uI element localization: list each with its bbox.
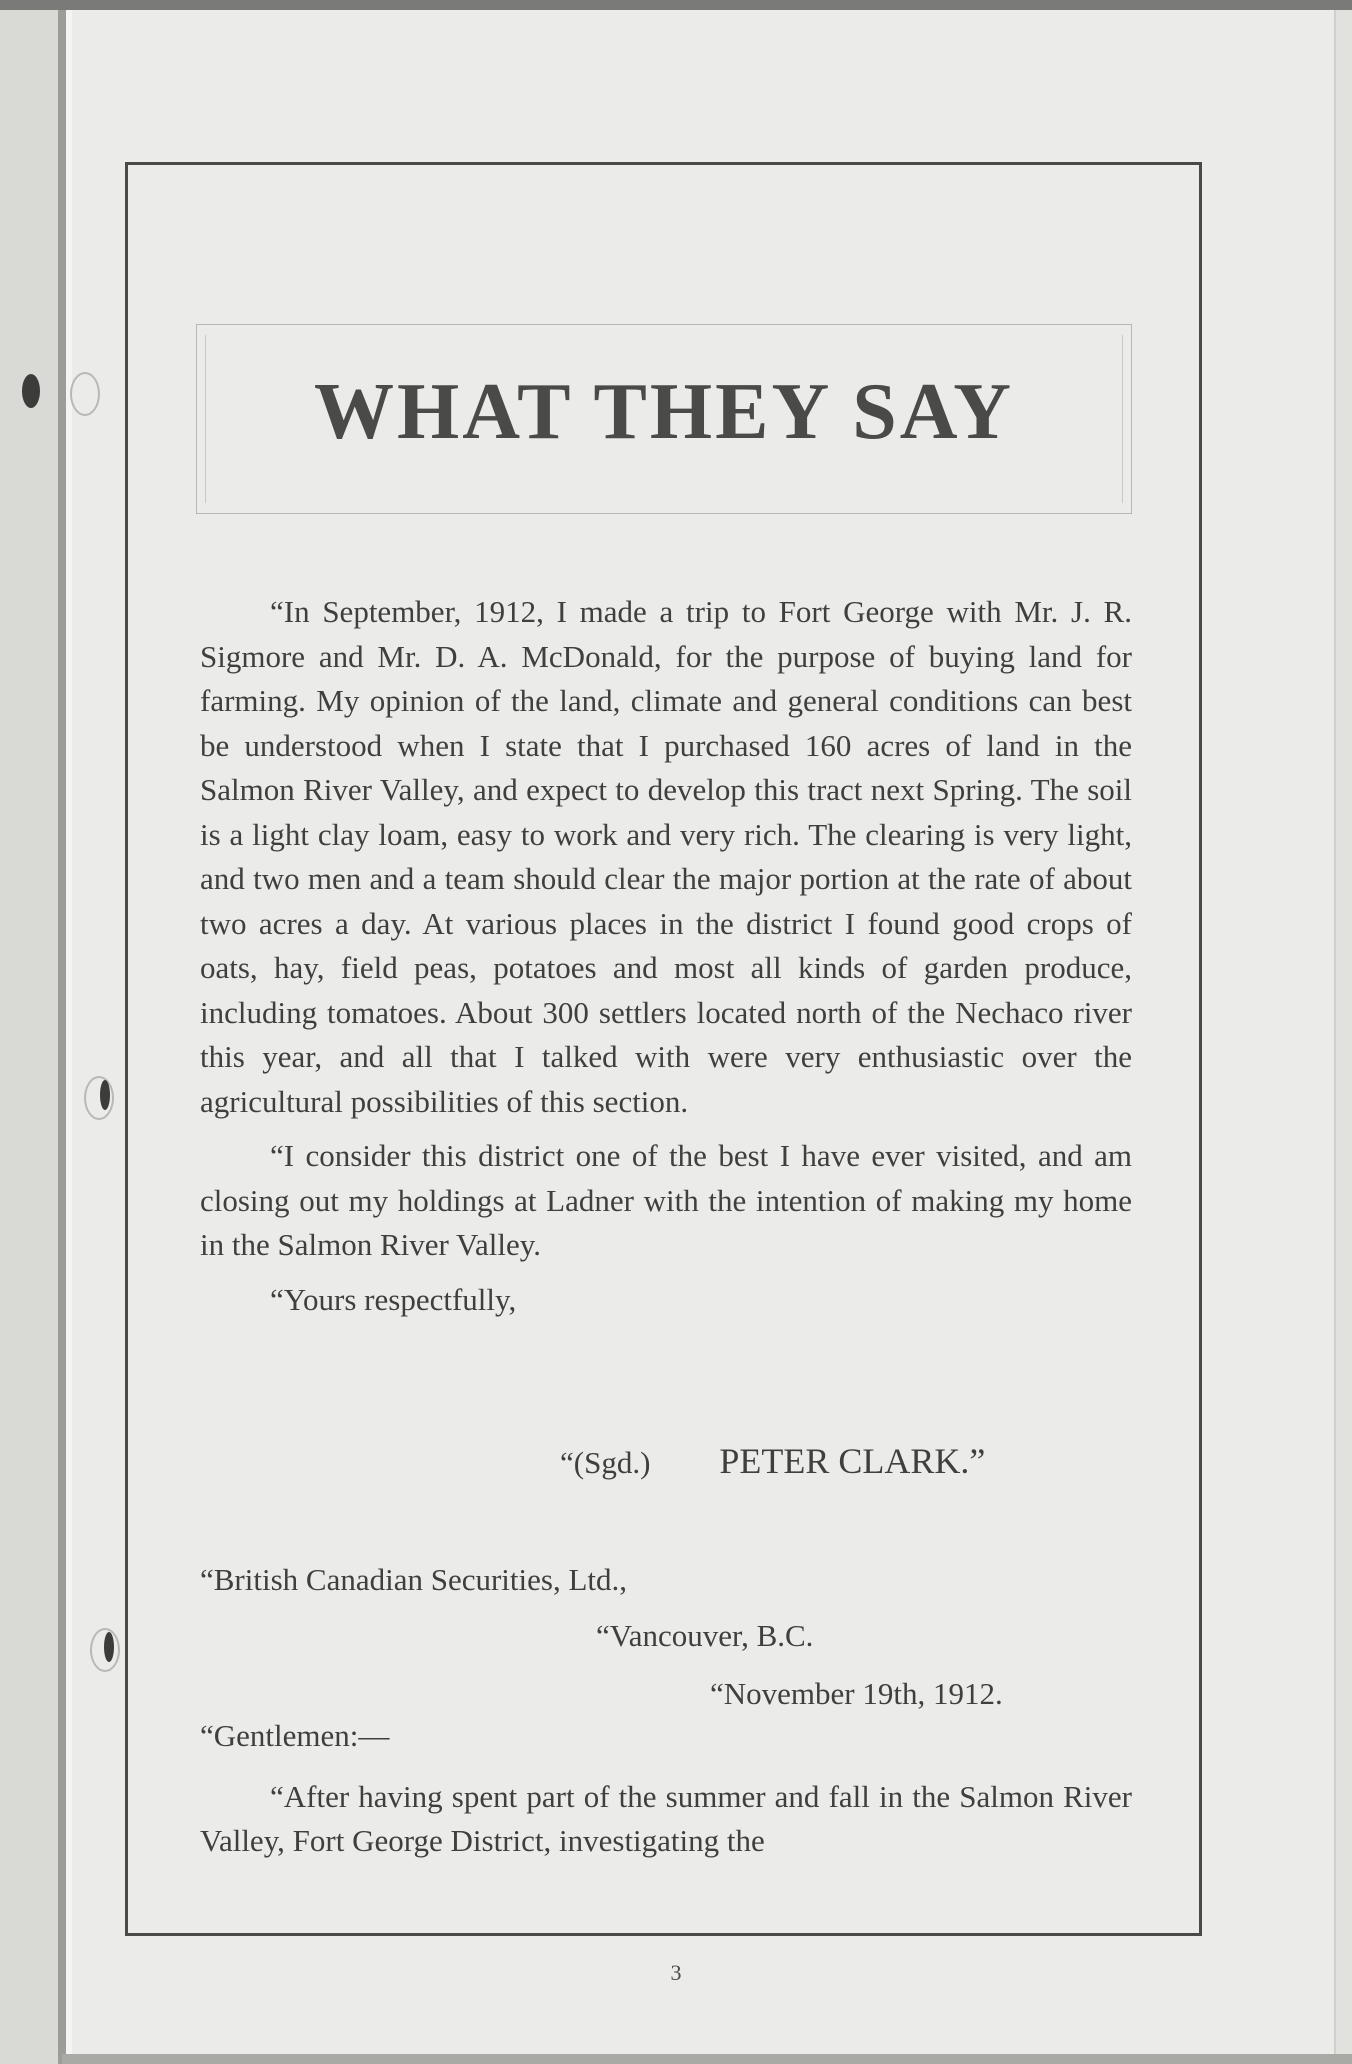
binding-strip (0, 10, 62, 2064)
binding-hole-ring (70, 372, 100, 416)
letter-salutation: “Gentlemen:— (200, 1718, 390, 1753)
binding-hole (22, 374, 40, 408)
letter-city: “Vancouver, B.C. (596, 1618, 814, 1653)
letter-addressee: “British Canadian Securities, Ltd., (200, 1562, 628, 1597)
letter-body: “After having spent part of the summer and fall in the Salmon River Valley, Fort George District, investigating the (200, 1779, 1132, 1858)
page-bottom-edge (62, 2054, 1352, 2064)
page-right-edge (1334, 10, 1352, 2064)
testimonial-paragraph: “In September, 1912, I made a trip to Fort George with Mr. J. R. Sigmore and Mr. D. A. McDonald, for the purpose of buying land for farming. My opinion of the land, climate and general conditions can best be understood when I state that I purchased 160 acres of land in the Salmon River Valley, and expect to develop this tract next Spring. The soil is a light clay loam, easy to work and very rich. The clearing is very light, and two men and a team should clear the major portion at the rate of about two acres a day. At various places in the district I found good crops of oats, hay, field peas, potatoes and most all kinds of garden produce, including tomatoes. About 300 settlers located north of the Nechaco river this year, and all that I talked with were very enthusiastic over the agricultural possibilities of this section. (200, 594, 1132, 1119)
signature-prefix: “(Sgd.) (560, 1445, 651, 1480)
page-number: 3 (670, 1960, 682, 1985)
binding-edge-highlight (66, 10, 72, 2064)
signature-name: PETER CLARK.” (719, 1441, 986, 1481)
page-title: WHAT THEY SAY (314, 368, 1014, 456)
page-top-edge (0, 0, 1352, 10)
letter-date: “November 19th, 1912. (710, 1676, 1003, 1711)
title-box (196, 324, 1132, 514)
binding-hole (104, 1632, 114, 1662)
signature-line (560, 1440, 985, 1482)
testimonial-paragraph: “I consider this district one of the best I have ever visited, and am closing out my holdings at Ladner with the intention of making my home in the Salmon River Valley. (200, 1138, 1132, 1262)
binding-hole (100, 1080, 110, 1110)
closing-line: “Yours respectfully, (270, 1281, 517, 1317)
testimonial-body (200, 590, 1132, 1322)
binding-edge (58, 10, 66, 2064)
